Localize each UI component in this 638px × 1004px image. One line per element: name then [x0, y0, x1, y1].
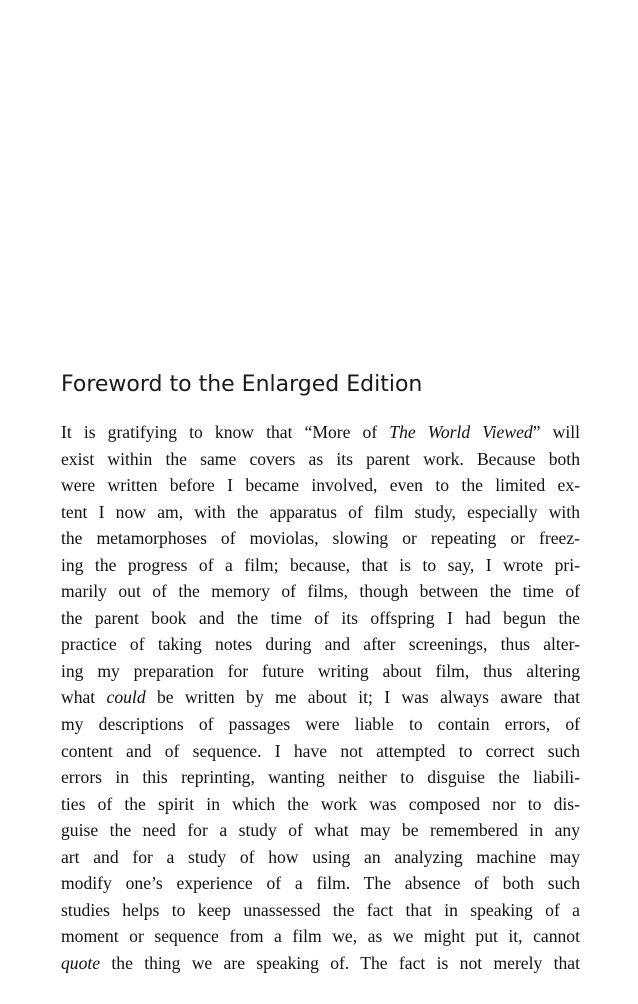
text-line [61, 764, 580, 791]
text-segment: It is gratifying to know that “More of [61, 422, 390, 442]
text-segment: what [61, 687, 107, 708]
body-text [61, 419, 580, 976]
italic-text: quote [61, 952, 101, 973]
text-line [61, 605, 580, 632]
italic-text: The World Viewed [389, 422, 533, 442]
text-line [61, 791, 580, 818]
text-segment: studies helps to keep unassessed the fact that in speaking of a [61, 899, 580, 920]
text-segment: art and for a study of how using an analyzing machine may [61, 846, 580, 867]
text-line [61, 738, 580, 765]
text-segment: content and of sequence. I have not attempted to correct such [61, 740, 580, 761]
text-segment: my descriptions of passages were liable to contain errors, of [61, 714, 580, 735]
text-line [61, 552, 580, 579]
text-segment: practice of taking notes during and after screenings, thus alter- [61, 634, 580, 655]
text-segment: modify one’s experience of a film. The absence of both such [61, 873, 580, 894]
text-line [61, 870, 580, 897]
text-line [61, 658, 580, 685]
text-line [61, 525, 580, 552]
text-segment: errors in this reprinting, wanting neither to disguise the liabili- [61, 767, 580, 788]
text-line [61, 684, 580, 711]
text-segment: tent I now am, with the apparatus of film study, especially with [61, 501, 580, 522]
text-segment: the thing we are speaking of. The fact is not merely that [100, 952, 580, 973]
text-line [61, 419, 580, 446]
text-segment: ing my preparation for future writing about film, thus altering [61, 660, 580, 681]
text-segment: ” will [532, 422, 580, 442]
text-segment: marily out of the memory of films, though between the time of [61, 581, 580, 602]
text-line [61, 923, 580, 950]
text-line [61, 950, 580, 977]
text-line [61, 578, 580, 605]
text-segment: moment or sequence from a film we, as we might put it, cannot [61, 926, 580, 947]
text-segment: the parent book and the time of its offspring I had begun the [61, 607, 580, 628]
text-segment: guise the need for a study of what may be remembered in any [61, 820, 580, 841]
text-segment: exist within the same covers as its parent work. Because both [61, 448, 580, 469]
text-line [61, 499, 580, 526]
text-segment: were written before I became involved, even to the limited ex- [61, 475, 580, 496]
text-segment: ing the progress of a film; because, that is to say, I wrote pri- [61, 554, 580, 575]
text-line [61, 844, 580, 871]
chapter-heading: Foreword to the Enlarged Edition [61, 372, 423, 397]
text-segment: the metamorphoses of moviolas, slowing or repeating or freez- [61, 528, 580, 549]
text-line [61, 711, 580, 738]
text-line [61, 631, 580, 658]
text-line [61, 446, 580, 473]
text-segment: ties of the spirit in which the work was composed nor to dis- [61, 793, 580, 814]
text-line [61, 897, 580, 924]
italic-text: could [106, 687, 146, 708]
text-segment: be written by me about it; I was always aware that [145, 687, 580, 708]
text-line [61, 817, 580, 844]
text-line [61, 472, 580, 499]
